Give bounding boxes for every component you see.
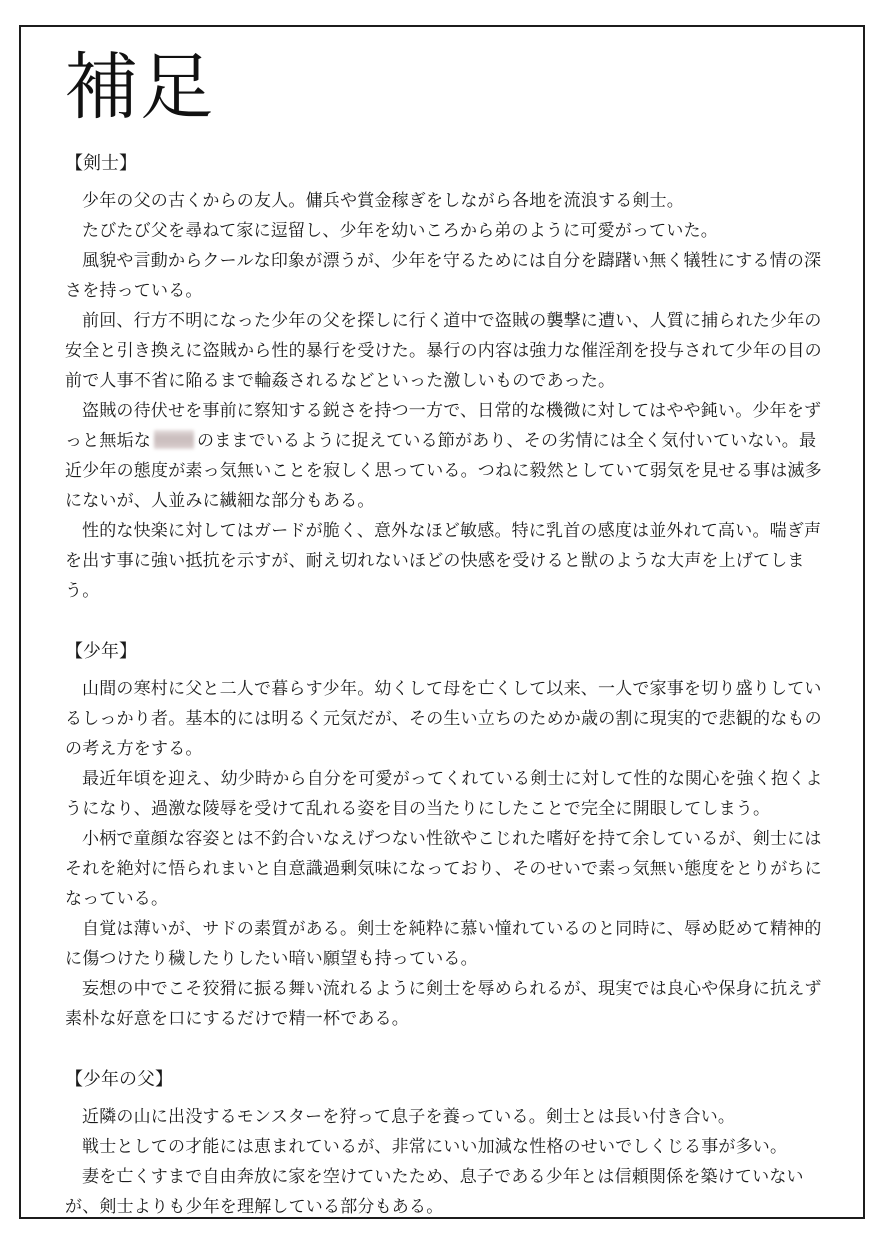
section-heading: 【剣士】 — [65, 153, 137, 173]
paragraph: 小柄で童顔な容姿とは不釣合いなえげつない性欲やこじれた嗜好を持て余しているが、剣士にはそれを絶対に悟られまいと自意識過剰気味になっており、そのせいで素っ気無い態度をとりがちになっている。 — [65, 829, 822, 908]
section-shonen — [65, 636, 827, 1034]
section-kenshi — [65, 148, 827, 606]
paragraph-with-redaction — [65, 396, 827, 516]
section-heading: 【少年の父】 — [65, 1069, 173, 1089]
paragraph: 山間の寒村に父と二人で暮らす少年。幼くして母を亡くして以来、一人で家事を切り盛りしているしっかり者。基本的には明るく元気だが、その生い立ちのためか歳の割に現実的で悲観的なものの考え方をする。 — [65, 679, 822, 758]
paragraph-text-after-redaction: のままでいるように捉えている節があり、その劣情には全く気付いていない。最近少年の態度が素っ気無いことを寂しく思っている。つねに毅然としていて弱気を見せる事は滅多にないが、人並みに繊細な部分もある。 — [65, 431, 822, 510]
paragraph: 最近年頃を迎え、幼少時から自分を可愛がってくれている剣士に対して性的な関心を強く抱くようになり、過激な陵辱を受けて乱れる姿を目の当たりにしたことで完全に開眼してしまう。 — [65, 769, 823, 818]
section-heading: 【少年】 — [65, 641, 137, 661]
section-shonen-no-chichi — [65, 1064, 827, 1219]
page-border — [19, 25, 865, 1219]
paragraph: 性的な快楽に対してはガードが脆く、意外なほど敏感。特に乳首の感度は並外れて高い。喘ぎ声を出す事に強い抵抗を示すが、耐え切れないほどの快感を受けると獣のような大声を上げてしまう。 — [65, 521, 822, 600]
paragraph-text-before-redaction: 盗賊の待伏せを事前に察知する鋭さを持つ一方で、日常的な機微に対してはやや鈍い。少年をずっと無垢な — [65, 401, 822, 450]
paragraph: 戦士としての才能には恵まれているが、非常にいい加減な性格のせいでしくじる事が多い。 — [82, 1137, 788, 1156]
paragraph: 妄想の中でこそ狡猾に振る舞い流れるように剣士を辱められるが、現実では良心や保身に抗えず素朴な好意を口にするだけで精一杯である。 — [65, 979, 822, 1028]
paragraph: 自覚は薄いが、サドの素質がある。剣士を純粋に慕い憧れているのと同時に、辱め貶めて精神的に傷つけたり穢したりしたい暗い願望も持っている。 — [65, 919, 822, 968]
paragraph: 風貌や言動からクールな印象が漂うが、少年を守るためには自分を躊躇い無く犠牲にする情の深さを持っている。 — [65, 251, 822, 300]
paragraph: たびたび父を尋ねて家に逗留し、少年を幼いころから弟のように可愛がっていた。 — [82, 221, 718, 240]
paragraph: 近隣の山に出没するモンスターを狩って息子を養っている。剣士とは長い付き合い。 — [82, 1107, 736, 1126]
paragraph: 妻を亡くすまで自由奔放に家を空けていたため、息子である少年とは信頼関係を築けていないが、剣士よりも少年を理解している部分もある。 — [65, 1167, 804, 1216]
page-title: 補足 — [65, 47, 215, 128]
redacted-text — [154, 430, 194, 449]
paragraph: 前回、行方不明になった少年の父を探しに行く道中で盗賊の襲撃に遭い、人質に捕られた少年の安全と引き換えに盗賊から性的暴行を受けた。暴行の内容は強力な催淫剤を投与されて少年の目の前で人事不省に陥るまで輪姦されるなどといった激しいものであった。 — [65, 311, 822, 390]
paragraph: 少年の父の古くからの友人。傭兵や賞金稼ぎをしながら各地を流浪する剣士。 — [82, 191, 684, 210]
